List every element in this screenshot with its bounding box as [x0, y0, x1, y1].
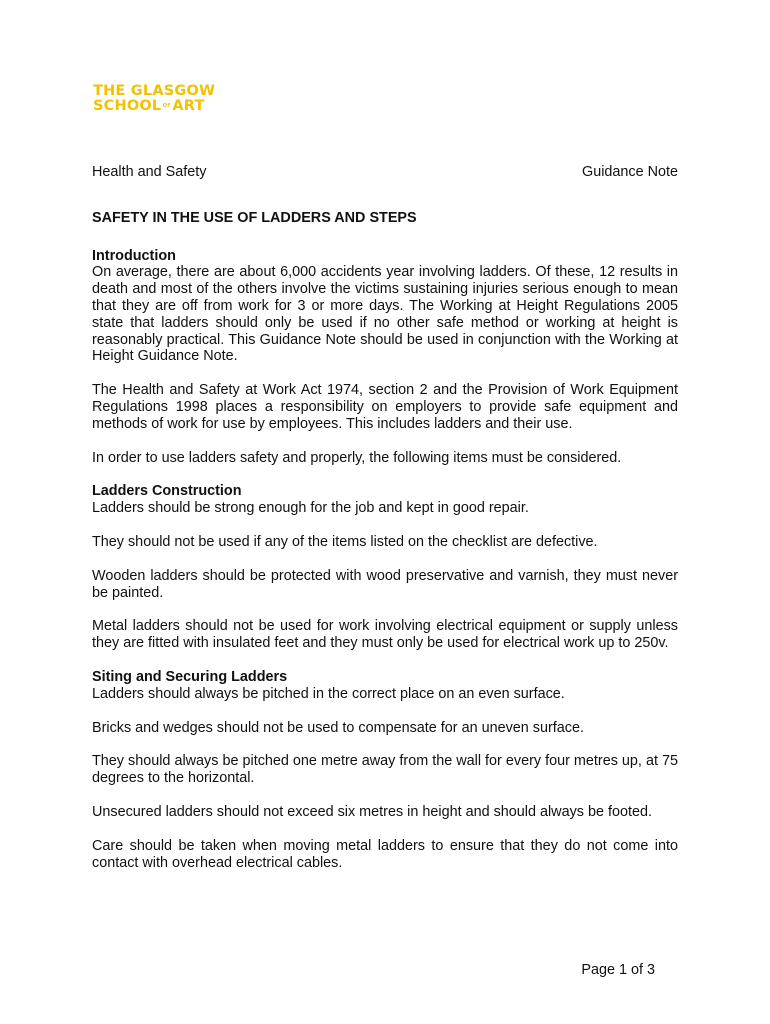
introduction-heading: Introduction	[92, 247, 176, 264]
construction-heading: Ladders Construction	[92, 483, 242, 500]
siting-paragraph-4: Unsecured ladders should not exceed six metres in height and should always be footed.	[92, 803, 652, 820]
introduction-paragraph-1: On average, there are about 6,000 accidents year involving ladders. Of these, 12 results in death and most of the others involve the victims sustaining injuries serious enough to mean that they are off from work for 3 or more days. The Working at Height Regulations 2005 state that ladders should only be used if no other safe method or working at height is reasonably practical. This Guidance Note should be used in conjunction with the Working at Height Guidance Note.	[92, 264, 678, 365]
document-header	[92, 164, 678, 181]
logo-of: OF	[162, 102, 171, 109]
introduction-paragraph-3: In order to use ladders safety and properly, the following items must be considered.	[92, 449, 622, 466]
siting-paragraph-1: Ladders should always be pitched in the correct place on an even surface.	[92, 685, 565, 702]
header-left: Health and Safety	[92, 164, 207, 180]
siting-paragraph-2: Bricks and wedges should not be used to compensate for an uneven surface.	[92, 719, 584, 736]
page-number: Page 1 of 3	[581, 962, 655, 978]
logo-line-1: THE GLASGOW	[93, 83, 216, 99]
construction-paragraph-4: Metal ladders should not be used for work involving electrical equipment or supply unless they are fitted with insulated feet and they must only be used for electrical work up to 250v.	[92, 618, 678, 652]
siting-paragraph-5: Care should be taken when moving metal ladders to ensure that they do not come into contact with overhead electrical cables.	[92, 837, 678, 871]
document-body	[92, 164, 678, 871]
logo-school: SCHOOL	[93, 98, 162, 114]
header-right: Guidance Note	[582, 164, 678, 180]
construction-paragraph-3: Wooden ladders should be protected with wood preservative and varnish, they must never be painted.	[92, 567, 678, 601]
school-logo	[93, 84, 215, 114]
document-title: SAFETY IN THE USE OF LADDERS AND STEPS	[92, 209, 417, 226]
logo-line-2	[93, 99, 215, 114]
siting-paragraph-3: They should always be pitched one metre away from the wall for every four metres up, at 75 degrees to the horizontal.	[92, 753, 678, 787]
construction-paragraph-1: Ladders should be strong enough for the job and kept in good repair.	[92, 500, 529, 517]
construction-paragraph-2: They should not be used if any of the items listed on the checklist are defective.	[92, 533, 598, 550]
siting-heading: Siting and Securing Ladders	[92, 668, 288, 685]
logo-art: ART	[172, 98, 205, 114]
introduction-paragraph-2: The Health and Safety at Work Act 1974, section 2 and the Provision of Work Equipment Regulations 1998 places a responsibility on employers to provide safe equipment and methods of work for use by employees. This includes ladders and their use.	[92, 382, 678, 432]
